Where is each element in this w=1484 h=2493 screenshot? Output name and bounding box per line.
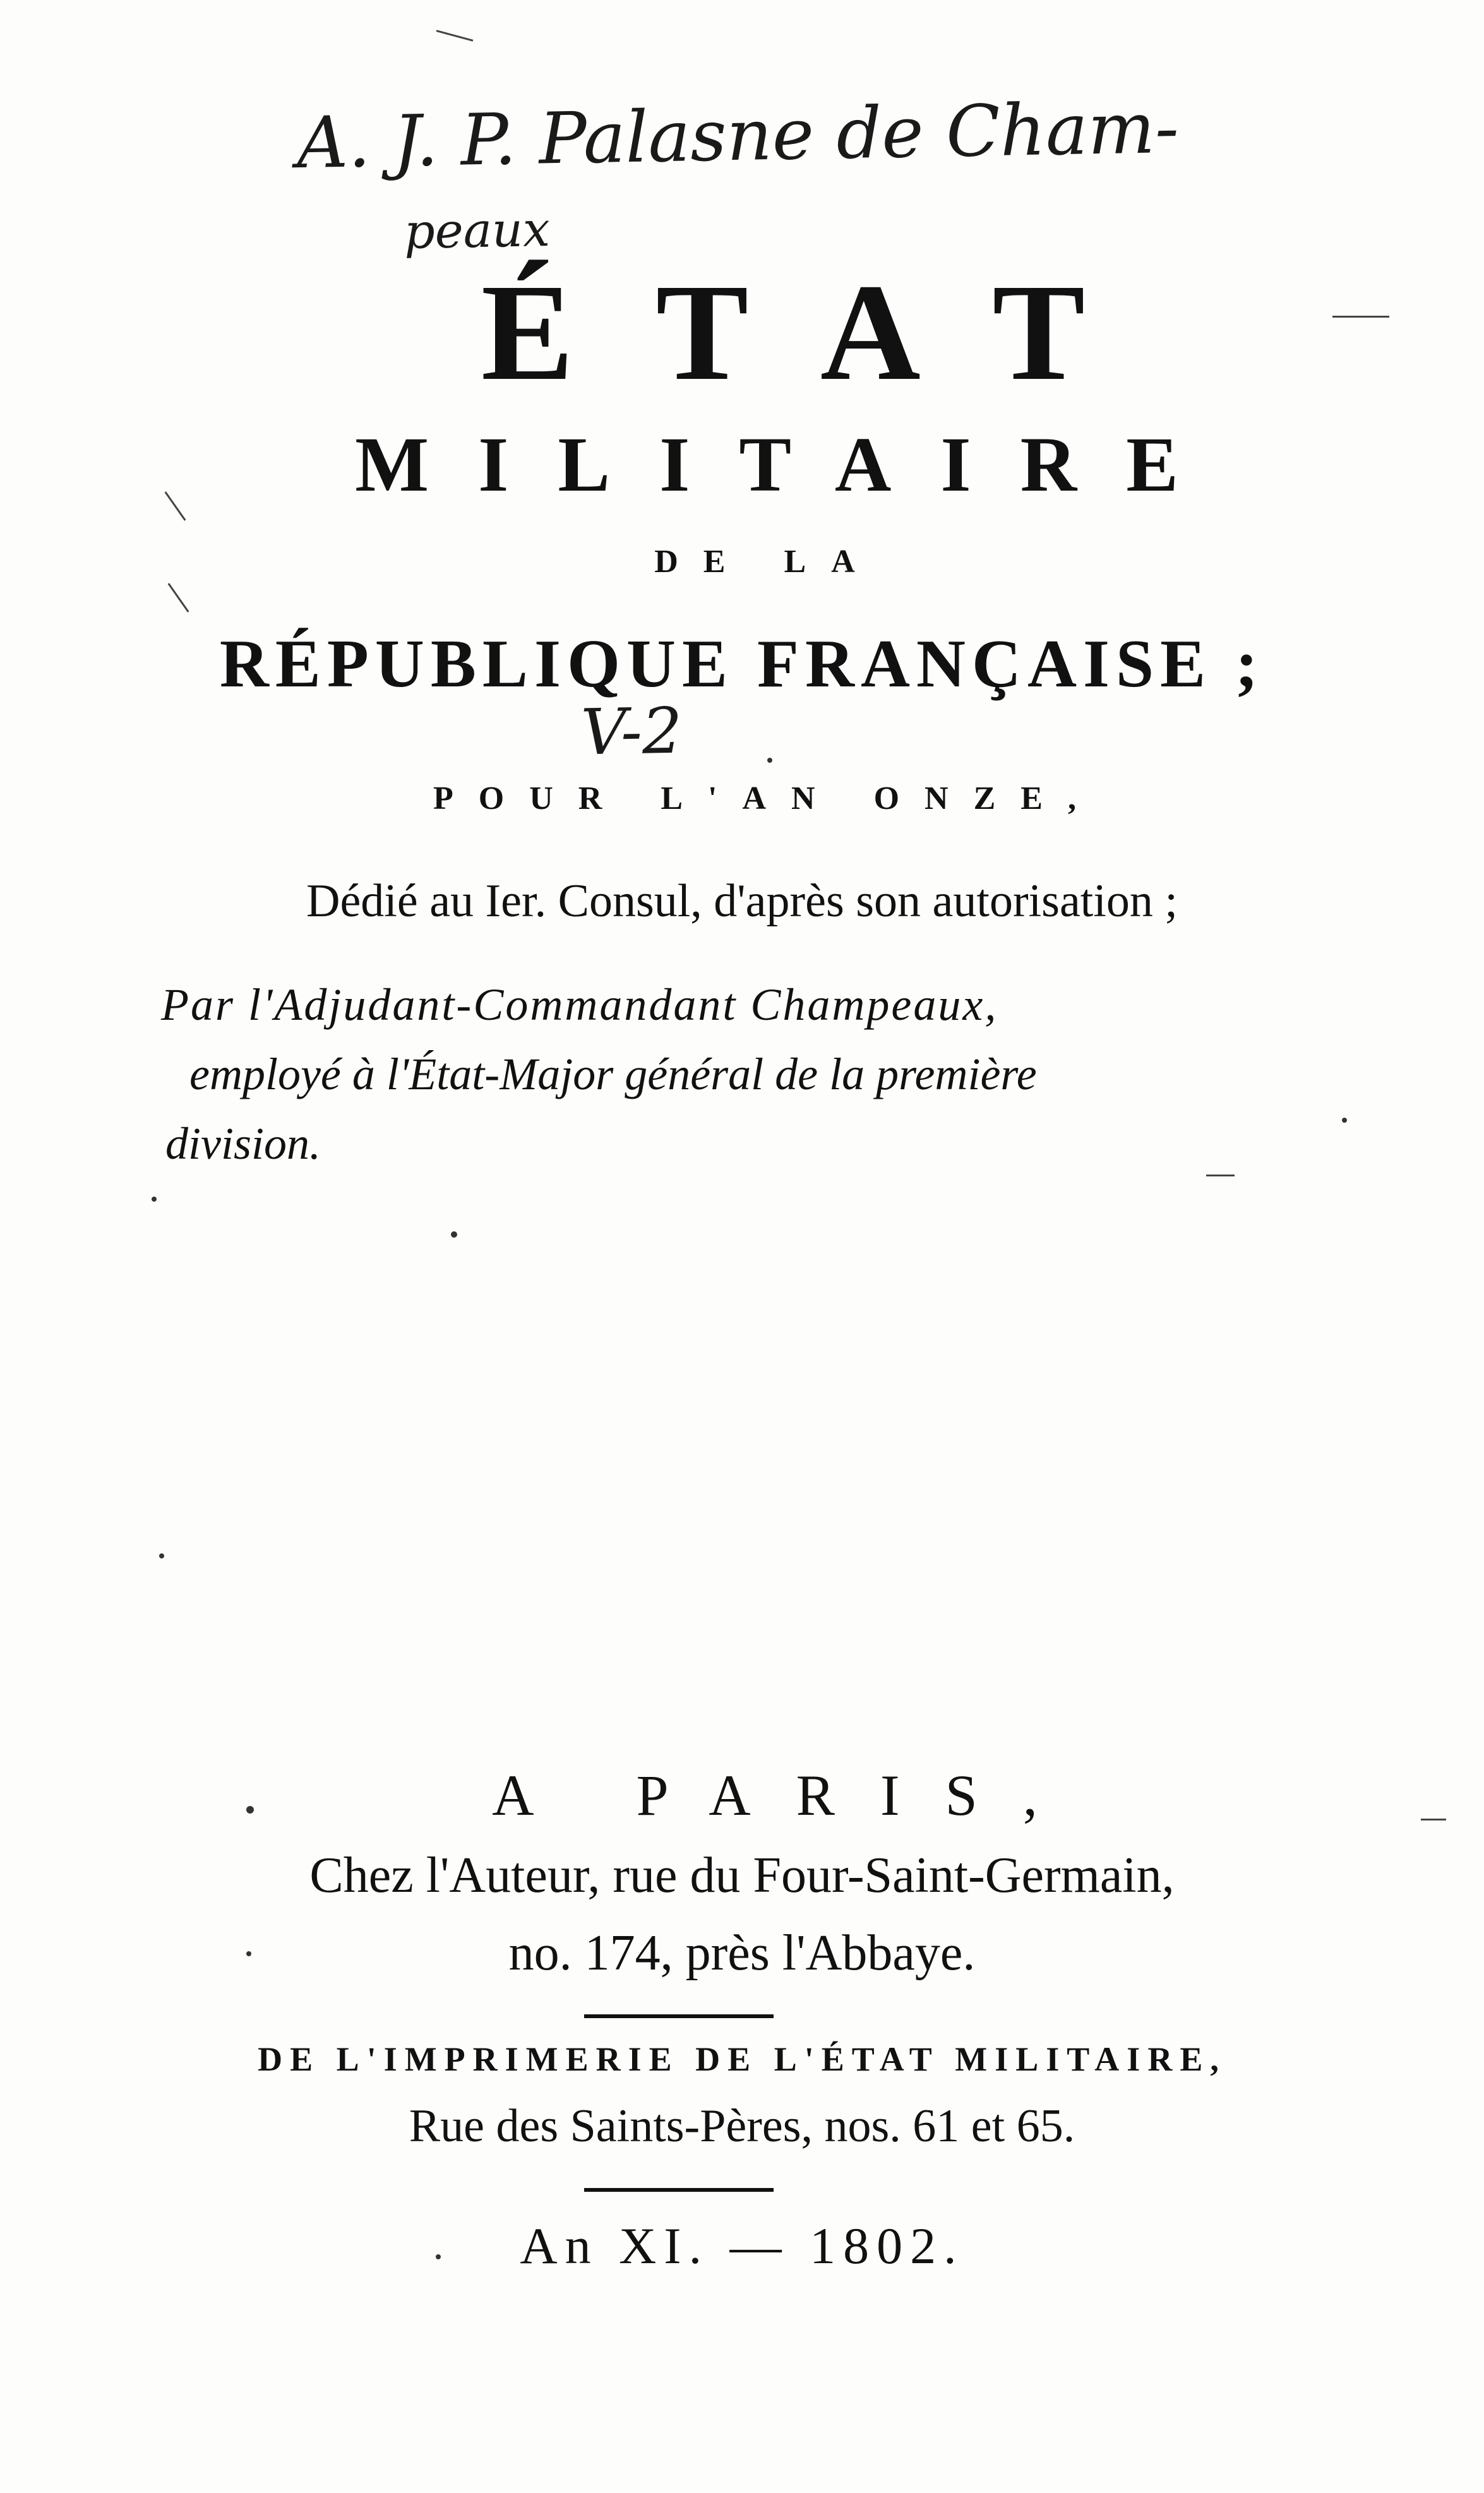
- imprint-printer-line-2: Rue des Saints-Pères, nos. 61 et 65.: [409, 2100, 1075, 2152]
- scan-mark: [436, 30, 474, 41]
- handwritten-shelfmark: V-2: [580, 693, 683, 770]
- title-militaire: MILITAIRE: [355, 421, 1228, 508]
- imprint-date: An XI. — 1802.: [520, 2217, 964, 2275]
- imprint-divider-1: [584, 2014, 774, 2018]
- title-pour-lan-onze: POUR L'AN ONZE,: [433, 780, 1101, 816]
- imprint-publisher-line-2: no. 174, près l'Abbaye.: [508, 1925, 976, 1981]
- title-etat: ÉTAT: [481, 255, 1168, 409]
- handwritten-inscription: A. J. P. Palasne de Cham-: [296, 87, 1180, 185]
- imprint-printer-line-1: DE L'IMPRIMERIE DE L'ÉTAT MILITAIRE,: [258, 2040, 1226, 2078]
- scan-speck: [246, 1951, 251, 1956]
- title-de-la: DE LA: [654, 544, 880, 580]
- scan-speck: [152, 1197, 157, 1202]
- scan-mark: [1332, 316, 1389, 318]
- author-line-3: division.: [165, 1118, 321, 1169]
- handwritten-inscription-continued: peaux: [404, 200, 551, 260]
- scan-mark: [167, 583, 189, 613]
- imprint-divider-2: [584, 2188, 774, 2192]
- scan-speck: [767, 758, 772, 763]
- scan-mark: [1206, 1175, 1235, 1176]
- scan-speck: [246, 1806, 254, 1814]
- scan-speck: [159, 1553, 164, 1558]
- imprint-publisher-line-1: Chez l'Auteur, rue du Four-Saint-Germain,: [309, 1848, 1175, 1903]
- scan-speck: [451, 1231, 457, 1238]
- dedication: Dédié au Ier. Consul, d'après son autorisation ;: [306, 875, 1178, 927]
- scan-speck: [1342, 1118, 1347, 1123]
- author-line-1: Par l'Adjudant-Commandant Champeaux,: [161, 979, 998, 1030]
- author-line-2: employé à l'État-Major général de la première: [189, 1049, 1037, 1099]
- title-republique-francaise: RÉPUBLIQUE FRANÇAISE ;: [219, 626, 1265, 702]
- scan-speck: [436, 2254, 441, 2259]
- scan-mark: [1421, 1819, 1446, 1820]
- imprint-city: A PARIS,: [492, 1763, 1083, 1827]
